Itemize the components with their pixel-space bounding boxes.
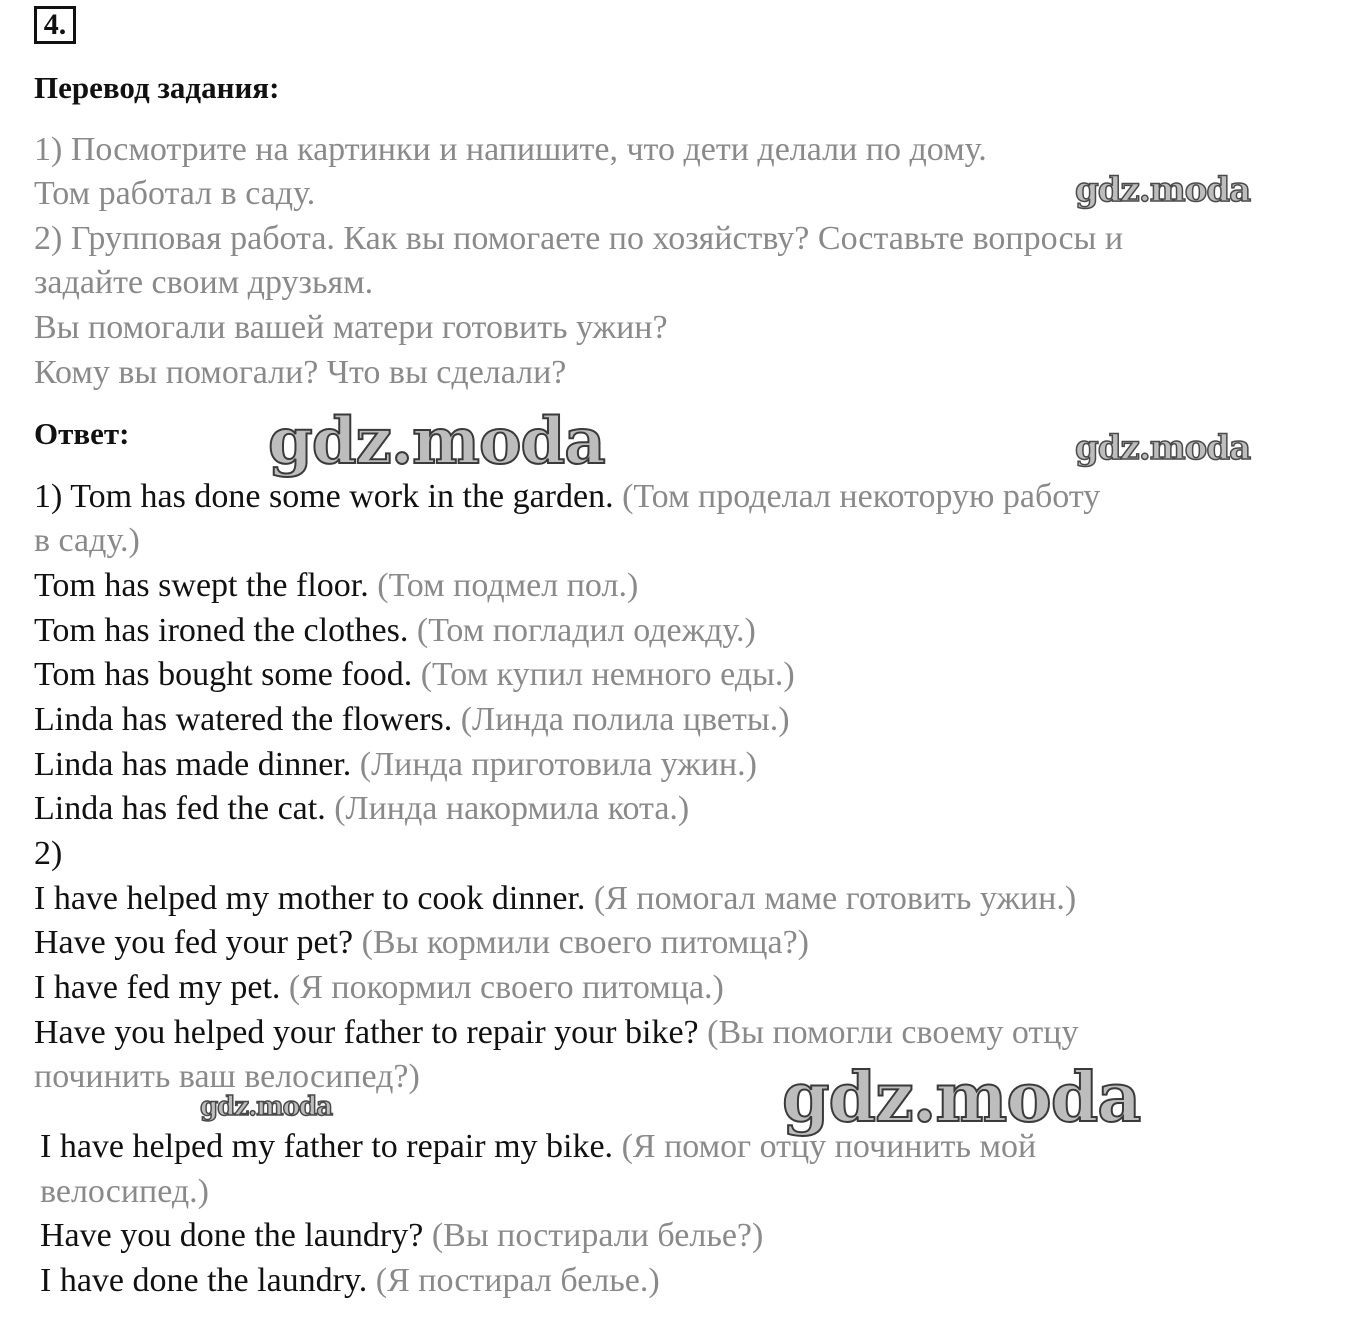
answer-line <box>34 834 62 874</box>
answer-ru: (Вы кормили своего питомца?) <box>361 924 809 961</box>
answer-line <box>34 879 1076 919</box>
answer-ru: (Я постирал белье.) <box>375 1262 660 1299</box>
task-line: Том работал в саду. <box>34 175 316 212</box>
answer-en: Linda has fed the cat. <box>34 790 326 827</box>
answer-line <box>34 789 689 829</box>
watermark: gdz.moda <box>1075 428 1251 468</box>
answer-ru: велосипед.) <box>40 1173 210 1210</box>
answer-ru: (Том проделал некоторую работу <box>622 478 1101 515</box>
answer-line <box>34 1057 420 1097</box>
answer-ru: (Том погладил одежду.) <box>416 612 756 649</box>
answer-ru: (Том подмел пол.) <box>377 567 639 604</box>
answer-en: Tom has bought some food. <box>34 656 413 693</box>
answer-en: Have you fed your pet? <box>34 924 354 961</box>
answer-en: Linda has made dinner. <box>34 746 352 783</box>
task-number: 4. <box>34 6 76 44</box>
task-line: задайте своим друзьям. <box>34 264 374 301</box>
answer-ru: (Линда полила цветы.) <box>460 701 790 738</box>
answer-ru: (Я помог отцу починить мой <box>621 1128 1037 1165</box>
answer-en: I have done the laundry. <box>40 1262 368 1299</box>
answer-ru: (Я покормил своего питомца.) <box>288 969 724 1006</box>
task-line: Вы помогали вашей матери готовить ужин? <box>34 309 668 346</box>
answer-ru: (Вы постирали белье?) <box>431 1217 764 1254</box>
task-line: 2) Групповая работа. Как вы помогаете по хозяйству? Составьте вопросы и <box>34 220 1124 257</box>
answer-line <box>34 655 795 695</box>
watermark: gdz.moda <box>268 404 605 479</box>
answer-line <box>34 1013 1078 1053</box>
task-line: Кому вы помогали? Что вы сделали? <box>34 354 567 391</box>
answer-en: Linda has watered the flowers. <box>34 701 453 738</box>
answer-en: 1) Tom has done some work in the garden. <box>34 478 614 515</box>
answer-line <box>34 611 756 651</box>
answer-line <box>34 477 1100 517</box>
heading-answer: Ответ: <box>34 416 130 451</box>
task-line: 1) Посмотрите на картинки и напишите, что дети делали по дому. <box>34 131 987 168</box>
answer-line <box>34 521 140 561</box>
answer-ru: (Линда приготовила ужин.) <box>359 746 757 783</box>
answer-en: Have you helped your father to repair your bike? <box>34 1014 699 1051</box>
answer-ru: (Линда накормила кота.) <box>334 790 690 827</box>
answer-line <box>34 968 724 1008</box>
answer-en: Tom has ironed the clothes. <box>34 612 409 649</box>
answer-en: Have you done the laundry? <box>40 1217 424 1254</box>
answer-en: I have helped my father to repair my bike. <box>40 1128 614 1165</box>
answer-en: 2) <box>34 835 63 872</box>
answer-line <box>34 923 809 963</box>
watermark: gdz.moda <box>200 1092 333 1122</box>
answer-ru: (Вы помогли своему отцу <box>707 1014 1079 1051</box>
answer-en: I have helped my mother to cook dinner. <box>34 880 586 917</box>
answer-line <box>40 1216 763 1256</box>
heading-translation: Перевод задания: <box>34 70 280 105</box>
answer-line <box>34 745 757 785</box>
answer-ru: (Я помогал маме готовить ужин.) <box>593 880 1077 917</box>
answer-ru: (Том купил немного еды.) <box>420 656 795 693</box>
answer-ru: в саду.) <box>34 522 140 559</box>
watermark: gdz.moda <box>1075 170 1251 210</box>
answer-ru: починить ваш велосипед?) <box>34 1058 420 1095</box>
answer-line <box>40 1261 660 1301</box>
answer-en: I have fed my pet. <box>34 969 281 1006</box>
answer-line <box>40 1172 209 1212</box>
watermark: gdz.moda <box>782 1058 1141 1138</box>
answer-line <box>34 700 790 740</box>
answer-en: Tom has swept the floor. <box>34 567 369 604</box>
answer-line <box>34 566 638 606</box>
